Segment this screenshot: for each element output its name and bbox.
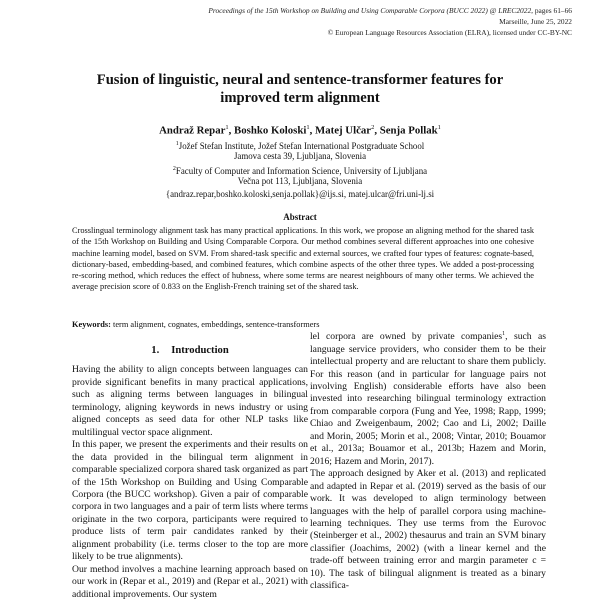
left-column [72, 326, 308, 600]
section-number: 1. [151, 345, 160, 356]
affiliation-mark: 2 [172, 166, 176, 172]
proceedings-title: Proceedings of the 15th Workshop on Building and Using Comparable Corpora (BUCC 2022) @ LREC2022 [208, 6, 532, 15]
paragraph: In this paper, we present the experiments and their results on the data provided in the bilingual term alignment in comparable specialized corpora shared task organized as part of the 15th Workshop on Building and Using Comparable Corpora (the BUCC workshop). Given a pair of comparable corpora in two languages and a pair of term lists where terms originate in the two corpora, participants were required to produce lists of term pair candidates ranked by their alignment probability (i.e. terms closer to the top are more likely to be true alignments). [72, 439, 308, 563]
author-affiliation-mark: 1 [437, 124, 441, 131]
author-list: Andraž Repar$^1$, Boshko Koloski$^1$, Matej Ulčar$^2$, Senja Pollak$^1$ [159, 124, 441, 137]
affiliation-name: Faculty of Computer and Information Science, University of Ljubljana [175, 165, 428, 176]
author-affiliation-mark: 1 [225, 124, 229, 131]
paragraph: Having the ability to align concepts between languages can provide significant benefits in many practical applications, such as aligning terms between languages in bilingual terminology, aligning keywords in news industry or using aligned concepts as seed data for other NLP tasks like multilingual vector space alignment. [72, 364, 308, 438]
author-name: Matej Ulčar [315, 124, 372, 137]
section-heading-introduction [72, 345, 308, 357]
author-affiliation-mark: 2 [371, 124, 375, 131]
paragraph-text: , such as language service providers, who consider them to be their intellectual property and are reluctant to share them publicly. For this reason (and in particular for language pairs not involving English) considerable efforts have also been invested into researching bilingual terminology extraction from comparable corpora (Fung and Yee, 1998; Rapp, 1999; Chiao and Zweigenbaum, 2002; Cao and Li, 2002; Daille and Morin, 2005; Morin et al., 2008; Vintar, 2010; Bouamor et al., 2013a; Bouamor et al., 2013b; Hazem and Morin, 2016; Hazem and Morin, 2017). [310, 331, 546, 467]
paragraph: Our method involves a machine learning approach based on our work in (Repar et al., 2019) and (Repar et al., 2021) with additional improvements. Our system [72, 563, 308, 600]
keywords-label: Keywords: [72, 320, 111, 329]
author-affiliation-mark: 1 [306, 124, 310, 131]
proceedings-pages: , pages 61–66 [531, 6, 572, 15]
author-name: Boshko Koloski [234, 124, 307, 137]
license-line: © European Language Resources Association (ELRA), licensed under CC-BY-NC [327, 28, 572, 37]
author-name: Andraž Repar [159, 124, 226, 137]
footnote-mark: 1 [502, 331, 506, 337]
affiliation-name: Jožef Stefan Institute, Jožef Stefan International Postgraduate School [178, 140, 425, 151]
abstract-body [72, 225, 534, 293]
abstract-text: Crosslingual terminology alignment task has many practical applications. In this work, we propose an aligning method for the shared task of the 15th Workshop on Building and Using Comparable Corpora. Our method combines several different approaches into one cohesive machine learning model, based on SVM. From shared-task specific and external sources, we crafted four types of features: cognate-based, dictionary-based, embedding-based, and combined features, which combine aspects of the other three types. We added a post-processing re-scoring method, which reduces the effect of hubness, where some terms are nearest neighbours of many other terms. We achieved the average precision score of 0.833 on the English-French training set of the shared task. [72, 226, 534, 292]
affiliation-mark: 1 [175, 141, 179, 147]
section-title: Introduction [171, 345, 229, 356]
paper-title-line-2: improved term alignment [220, 90, 380, 106]
paper-title-line-1: Fusion of linguistic, neural and sentence-transformer features for [96, 72, 504, 88]
author-name: Senja Pollak [379, 124, 438, 137]
proceedings-header [208, 6, 572, 17]
abstract-heading: Abstract [283, 212, 317, 222]
paragraph-text: lel corpora are owned by private companies [310, 331, 503, 343]
paragraph [310, 328, 546, 468]
keywords-text: term alignment, cognates, embeddings, sentence-transformers [110, 320, 320, 329]
affiliation-2-address: Večna pot 113, Ljubljana, Slovenia [237, 176, 363, 186]
proceedings-date: Marseille, June 25, 2022 [499, 17, 572, 26]
paragraph: The approach designed by Aker et al. (2013) and replicated and adapted in Repar et al. (2019) served as the basis of our work. It was developed to align terminology between languages with the help of parallel corpora using machine-learning techniques. They use terms from the Eurovoc (Steinberger et al., 2002) thesaurus and train an SVM binary classifier (Joachims, 2002) (with a linear kernel and the trade-off between training error and margin parameter c = 10). The task of bilingual alignment is treated as a binary classifica- [310, 468, 546, 592]
author-emails: {andraz.repar,boshko.koloski,senja.pollak}@ijs.si, matej.ulcar@fri.uni-lj.si [165, 189, 435, 199]
right-column [310, 328, 546, 593]
affiliation-1-address: Jamova cesta 39, Ljubljana, Slovenia [233, 151, 367, 161]
